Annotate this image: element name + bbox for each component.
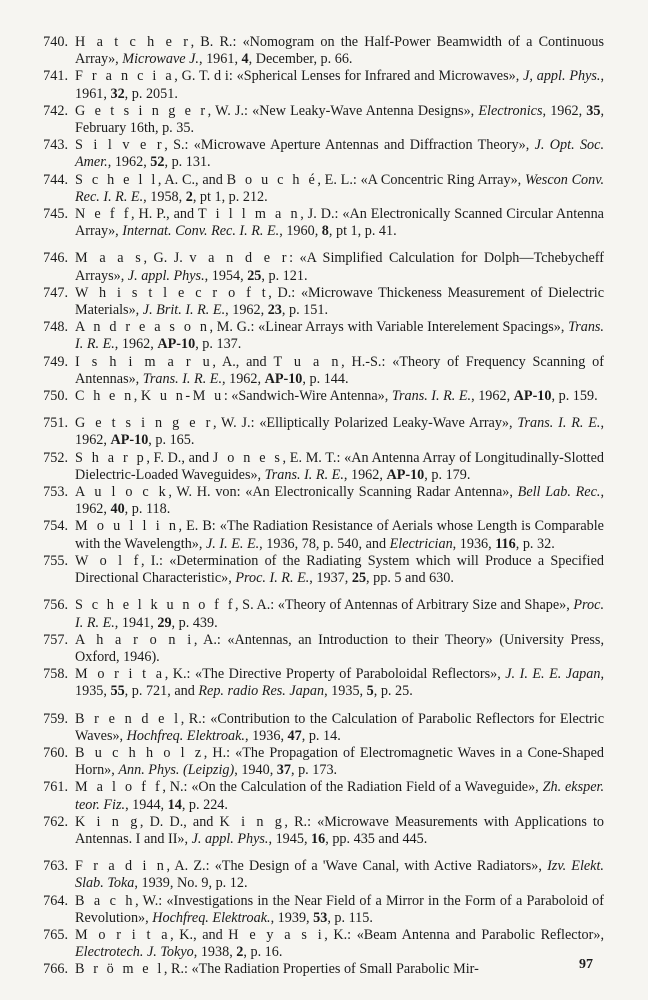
reference-text bbox=[75, 553, 604, 586]
reference-entry bbox=[34, 388, 604, 405]
author-name: K i n g bbox=[75, 813, 140, 830]
author-name: H e y a s i bbox=[228, 926, 325, 943]
volume-number: 16 bbox=[311, 830, 326, 847]
journal-title: Proc. I. R. E. bbox=[75, 597, 604, 631]
reference-segment: , N.: «On the Calculation of the Radiation Field of a Waveguide», bbox=[162, 779, 543, 796]
reference-segment: , p. 137. bbox=[195, 336, 242, 353]
reference-number: 762. bbox=[43, 813, 68, 830]
journal-title: Wescon Conv. Rec. I. R. E. bbox=[75, 171, 605, 205]
volume-number: 32 bbox=[110, 85, 125, 102]
reference-segment: , 1961, bbox=[198, 51, 242, 68]
journal-title: J. Brit. I. R. E. bbox=[142, 302, 226, 319]
author-name: J o n e s bbox=[212, 449, 283, 466]
reference-segment: , 1960, bbox=[279, 223, 322, 240]
journal-title: Trans. I. R. E. bbox=[517, 415, 601, 432]
reference-text bbox=[75, 484, 604, 517]
reference-segment: , J. D.: «An Electronically Scanned Circular Antenna Array», bbox=[75, 206, 604, 240]
reference-segment: , A. Z.: «The Design of a 'Wave Canal, with Active Radiators», bbox=[166, 858, 548, 875]
reference-segment: , R.: «Microwave Measurements with Applications to Antennas. I and II», bbox=[75, 813, 604, 847]
reference-segment: , H. P., and bbox=[131, 206, 199, 223]
reference-segment: , E. L.: «A Concentric Ring Array», bbox=[317, 171, 525, 188]
journal-title: Trans. I. R. E. bbox=[264, 466, 344, 483]
author-name: M o u l l i n bbox=[75, 518, 179, 535]
journal-title: Trans. I. R. E. bbox=[391, 388, 472, 405]
author-name: I s h i m a r u bbox=[75, 353, 213, 370]
author-name: K i n g bbox=[219, 813, 285, 830]
reference-segment: , 1935, bbox=[324, 683, 367, 700]
author-name: A u l o c k bbox=[75, 484, 169, 501]
reference-segment: , 1962, bbox=[225, 302, 268, 319]
author-name: B a c h bbox=[75, 892, 136, 909]
volume-number: 25 bbox=[351, 570, 367, 587]
reference-entry bbox=[34, 450, 604, 484]
journal-title: Bell Lab. Rec. bbox=[517, 484, 601, 501]
volume-number: 29 bbox=[157, 614, 172, 631]
reference-text bbox=[75, 745, 604, 778]
volume-number: 5 bbox=[366, 683, 374, 700]
reference-number: 765. bbox=[43, 926, 68, 943]
reference-segment: , 1958, bbox=[143, 188, 186, 205]
reference-segment: , 1962, bbox=[343, 466, 387, 483]
reference-entry bbox=[34, 553, 604, 587]
reference-number: 757. bbox=[43, 631, 68, 648]
reference-entry bbox=[34, 34, 604, 68]
reference-text bbox=[75, 858, 604, 891]
author-name: W h i s t l e c r o f t bbox=[75, 284, 269, 301]
reference-text bbox=[75, 666, 604, 699]
reference-number: 740. bbox=[43, 34, 68, 50]
reference-number: 741. bbox=[43, 68, 68, 85]
reference-entry bbox=[34, 711, 604, 745]
journal-title: Trans. I. R. E. bbox=[75, 319, 604, 353]
journal-title: Ann. Phys. (Leipzig) bbox=[118, 762, 235, 779]
reference-segment: , S. A.: «Theory of Antennas of Arbitrary Size and Shape», bbox=[235, 597, 574, 614]
author-name: A n d r e a s o n bbox=[75, 319, 210, 336]
reference-segment: , W. J.: «Elliptically Polarized Leaky-Wave Array», bbox=[212, 415, 518, 432]
reference-text bbox=[75, 450, 604, 483]
reference-segment: , 1936, 78, p. 540, and bbox=[259, 535, 390, 552]
reference-segment: , p. 32. bbox=[515, 535, 555, 552]
reference-text bbox=[75, 34, 604, 67]
reference-segment: , 1962, bbox=[114, 336, 158, 353]
author-name: K u n-M u bbox=[140, 388, 224, 405]
reference-text bbox=[75, 597, 604, 630]
journal-title: Electrotech. J. Tokyo bbox=[75, 944, 194, 961]
author-name: M a a s bbox=[75, 250, 144, 267]
reference-text bbox=[75, 415, 604, 448]
volume-number: 14 bbox=[167, 796, 182, 813]
reference-segment: , 1936, bbox=[244, 727, 288, 744]
reference-segment: , p. 165. bbox=[148, 432, 195, 449]
journal-title: J. Opt. Soc. Amer. bbox=[75, 137, 604, 171]
reference-text bbox=[75, 137, 604, 170]
author-name: T i l l m a n bbox=[198, 206, 301, 223]
reference-number: 748. bbox=[43, 319, 68, 336]
reference-segment: , F. D., and bbox=[146, 449, 213, 466]
reference-entry bbox=[34, 319, 604, 353]
reference-entry bbox=[34, 484, 604, 518]
author-name: M o r i t a bbox=[75, 666, 165, 683]
reference-text bbox=[75, 172, 604, 205]
reference-segment: , p. 115. bbox=[327, 909, 373, 926]
reference-segment: , 1936, bbox=[452, 535, 496, 552]
volume-number: 40 bbox=[110, 501, 125, 518]
reference-text bbox=[75, 711, 604, 744]
reference-entry bbox=[34, 927, 604, 961]
author-name: S i l v e r bbox=[75, 137, 165, 154]
reference-segment: , 1962, bbox=[222, 370, 265, 387]
journal-title: J. appl. Phys. bbox=[191, 830, 269, 847]
reference-entry bbox=[34, 137, 604, 171]
reference-number: 749. bbox=[43, 353, 68, 370]
reference-segment: , pt 1, p. 41. bbox=[328, 223, 397, 240]
reference-segment: , pt 1, p. 212. bbox=[192, 188, 268, 205]
reference-number: 753. bbox=[43, 484, 68, 501]
reference-segment: , G. T. d i: «Spherical Lenses for Infrared and Microwaves», bbox=[174, 68, 524, 85]
reference-segment: , 1939, bbox=[270, 909, 314, 926]
reference-number: 755. bbox=[43, 552, 68, 569]
reference-segment: , M. G.: «Linear Arrays with Variable Interelement Spacings», bbox=[209, 319, 569, 336]
reference-segment: , H.-S.: «Theory of Frequency Scanning of Antennas», bbox=[75, 353, 604, 387]
reference-text bbox=[75, 68, 604, 101]
author-name: B o u c h é bbox=[226, 171, 318, 188]
reference-segment: , 1938, bbox=[193, 944, 237, 961]
reference-text bbox=[75, 893, 604, 926]
reference-segment: , 1940, bbox=[234, 762, 277, 779]
author-name: S c h e l l bbox=[75, 171, 158, 188]
reference-entry bbox=[34, 632, 604, 666]
journal-title: Izv. Elekt. Slab. Toka bbox=[75, 858, 604, 892]
reference-segment: , 1944, bbox=[125, 796, 168, 813]
reference-segment: , p. 121. bbox=[261, 267, 308, 284]
volume-number: 4 bbox=[241, 51, 249, 68]
volume-number: AP-10 bbox=[157, 336, 196, 353]
reference-text bbox=[75, 632, 604, 665]
reference-entry bbox=[34, 597, 604, 631]
author-name: N e f f bbox=[75, 206, 132, 223]
reference-segment: , February 16th, p. 35. bbox=[75, 102, 605, 137]
volume-number: AP-10 bbox=[513, 388, 552, 405]
reference-number: 747. bbox=[43, 284, 68, 301]
volume-number: 116 bbox=[495, 535, 516, 552]
reference-segment: , pp. 5 and 630. bbox=[366, 570, 454, 587]
reference-segment: , B. R.: «Nomogram on the Half-Power Beamwidth of a Continuous Array», bbox=[75, 34, 604, 68]
reference-segment: , p. 179. bbox=[424, 466, 471, 483]
reference-segment: , 1961, bbox=[75, 68, 605, 102]
reference-segment: , E. B: «The Radiation Resistance of Aerials whose Length is Comparable with the Wavelength», bbox=[75, 518, 604, 552]
reference-entry bbox=[34, 354, 604, 388]
journal-title: Electrician bbox=[389, 535, 453, 552]
reference-list bbox=[34, 34, 604, 979]
volume-number: AP-10 bbox=[264, 370, 303, 387]
reference-segment: , I.: «Determination of the Radiating System which will Produce a Specified Directional Characteristic», bbox=[75, 552, 604, 587]
author-name: G e t s i n g e r bbox=[75, 415, 213, 432]
volume-number: 23 bbox=[267, 302, 282, 319]
reference-segment: , p. 144. bbox=[302, 370, 349, 387]
reference-number: 752. bbox=[43, 449, 68, 466]
journal-title: J. I. E. E. Japan bbox=[505, 666, 601, 683]
reference-segment: , p. 151. bbox=[281, 302, 328, 319]
volume-number: 37 bbox=[276, 762, 291, 779]
journal-title: Internat. Conv. Rec. I. R. E. bbox=[122, 223, 280, 240]
reference-segment: , D.: «Microwave Thickeness Measurement of Dielectric Materials», bbox=[75, 284, 605, 319]
author-name: C h e n bbox=[75, 388, 134, 405]
reference-segment: , p. 159. bbox=[551, 388, 598, 405]
reference-number: 742. bbox=[43, 102, 68, 119]
reference-entry bbox=[34, 893, 604, 927]
reference-segment: , bbox=[133, 388, 141, 405]
reference-segment: , p. 439. bbox=[171, 614, 218, 631]
journal-title: Electronics bbox=[478, 102, 543, 119]
reference-segment: , K., and bbox=[170, 926, 229, 943]
reference-number: 760. bbox=[43, 744, 68, 761]
reference-segment: , 1954, bbox=[204, 267, 248, 284]
reference-entry bbox=[34, 961, 604, 978]
reference-segment: , 1962, bbox=[471, 388, 514, 405]
reference-entry bbox=[34, 172, 604, 206]
reference-number: 754. bbox=[43, 518, 68, 535]
reference-segment: , 1962, bbox=[107, 154, 151, 171]
reference-segment: , 1962, bbox=[542, 102, 587, 119]
reference-segment: , p. 2051. bbox=[124, 85, 178, 102]
journal-title: Trans. I. R. E. bbox=[142, 370, 223, 387]
reference-segment: , pp. 435 and 445. bbox=[325, 830, 428, 847]
reference-segment: , 1962, bbox=[75, 484, 604, 518]
author-name: H a t c h e r bbox=[75, 34, 191, 50]
author-name: B u c h h o l z bbox=[75, 744, 204, 761]
author-name: T u a n bbox=[273, 353, 342, 370]
reference-entry bbox=[34, 745, 604, 779]
reference-segment: , S.: «Microwave Aperture Antennas and Diffraction Theory», bbox=[164, 137, 535, 154]
reference-text bbox=[75, 354, 604, 387]
reference-entry bbox=[34, 206, 604, 240]
reference-segment: , A.: «Antennas, an Introduction to their Theory» (University Press, Oxford, 1946). bbox=[75, 631, 604, 665]
volume-number: 53 bbox=[313, 909, 328, 926]
reference-number: 763. bbox=[43, 858, 68, 875]
reference-entry bbox=[34, 518, 604, 552]
reference-number: 751. bbox=[43, 415, 68, 432]
reference-text bbox=[75, 285, 604, 318]
author-name: M a l o f f bbox=[75, 779, 163, 796]
journal-title: Proc. I. R. E. bbox=[235, 570, 310, 587]
reference-entry bbox=[34, 285, 604, 319]
reference-segment: , p. 14. bbox=[301, 727, 341, 744]
reference-segment: , 1941, bbox=[114, 614, 158, 631]
reference-segment: , p. 131. bbox=[164, 154, 211, 171]
author-name: v a n d e r bbox=[189, 250, 290, 267]
reference-entry bbox=[34, 250, 604, 284]
reference-entry bbox=[34, 415, 604, 449]
volume-number: 47 bbox=[287, 727, 302, 744]
volume-number: 2 bbox=[185, 188, 193, 205]
reference-segment: , 1962, bbox=[75, 415, 605, 449]
reference-segment: , W.: «Investigations in the Near Field of a Mirror in the Form of a Paraboloid of Revolution», bbox=[75, 892, 605, 926]
reference-text bbox=[75, 814, 604, 847]
volume-number: AP-10 bbox=[110, 432, 149, 449]
volume-number: AP-10 bbox=[386, 466, 425, 483]
reference-entry bbox=[34, 68, 604, 102]
reference-segment: , K.: «The Directive Property of Paraboloidal Reflectors», bbox=[164, 666, 506, 683]
reference-text bbox=[75, 103, 604, 136]
reference-segment: , December, p. 66. bbox=[248, 51, 353, 68]
reference-segment: , R.: «The Radiation Properties of Small Parabolic Mir- bbox=[163, 961, 479, 978]
journal-title: Hochfreq. Elektroak. bbox=[152, 909, 271, 926]
reference-text bbox=[75, 388, 598, 404]
volume-number: 52 bbox=[150, 154, 165, 171]
reference-number: 746. bbox=[43, 250, 68, 267]
reference-segment: , E. M. T.: «An Antenna Array of Longitudinally-Slotted Dielectric-Loaded Waveguides», bbox=[75, 449, 604, 483]
reference-segment: , p. 118. bbox=[124, 501, 171, 518]
journal-title: Microwave J. bbox=[122, 51, 199, 68]
reference-entry bbox=[34, 666, 604, 700]
reference-number: 758. bbox=[43, 666, 68, 683]
reference-number: 756. bbox=[43, 597, 68, 614]
reference-segment: , D. D., and bbox=[139, 813, 220, 830]
reference-number: 759. bbox=[43, 710, 68, 727]
reference-text bbox=[75, 250, 604, 283]
reference-segment: , W. H. von: «An Electronically Scanning Radar Antenna», bbox=[168, 484, 518, 501]
author-name: M o r i t a bbox=[75, 926, 171, 943]
journal-title: J. appl. Phys. bbox=[127, 267, 205, 284]
author-name: G e t s i n g e r bbox=[75, 102, 208, 119]
reference-segment: , K.: «Beam Antenna and Parabolic Reflector», bbox=[324, 926, 604, 943]
author-name: F r a n c i a bbox=[75, 68, 175, 85]
reference-segment: : «Sandwich-Wire Antenna», bbox=[223, 388, 392, 405]
author-name: B r e n d e l bbox=[75, 710, 181, 727]
reference-segment: , 1939, No. 9, p. 12. bbox=[134, 875, 248, 892]
journal-title: J, appl. Phys. bbox=[523, 68, 601, 85]
reference-entry bbox=[34, 858, 604, 892]
reference-text bbox=[75, 206, 604, 239]
volume-number: 8 bbox=[321, 223, 329, 240]
author-name: S c h e l k u n o f f bbox=[75, 597, 236, 614]
reference-segment: , 1937, bbox=[309, 570, 352, 587]
reference-number: 745. bbox=[43, 206, 68, 223]
reference-segment: , A., and bbox=[212, 353, 274, 370]
reference-segment: : «A Simplified Calculation for Dolph—Tchebycheff Arrays», bbox=[75, 250, 604, 284]
reference-segment: , H.: «The Propagation of Electromagnetic Waves in a Cone-Shaped Horn», bbox=[75, 744, 605, 779]
volume-number: 55 bbox=[110, 683, 125, 700]
reference-text bbox=[75, 779, 604, 812]
journal-title: Hochfreq. Elektroak. bbox=[126, 727, 245, 744]
author-name: A h a r o n i bbox=[75, 631, 194, 648]
journal-title: Rep. radio Res. Japan bbox=[198, 683, 325, 700]
reference-segment: , A. C., and bbox=[157, 171, 227, 188]
reference-number: 743. bbox=[43, 137, 68, 154]
volume-number: 2 bbox=[236, 944, 244, 961]
reference-text bbox=[75, 961, 479, 977]
page-number: 97 bbox=[579, 957, 593, 972]
reference-segment: , W. J.: «New Leaky-Wave Antenna Designs», bbox=[207, 102, 479, 119]
reference-entry bbox=[34, 103, 604, 137]
reference-segment: , 1945, bbox=[268, 830, 312, 847]
reference-segment: , p. 721, and bbox=[124, 683, 199, 700]
reference-entry bbox=[34, 779, 604, 813]
author-name: S h a r p bbox=[75, 449, 147, 466]
reference-number: 744. bbox=[43, 171, 68, 188]
reference-entry bbox=[34, 814, 604, 848]
reference-number: 750. bbox=[43, 388, 68, 405]
reference-segment: , p. 224. bbox=[181, 796, 228, 813]
journal-title: Zh. eksper. teor. Fiz. bbox=[75, 779, 604, 813]
volume-number: 25 bbox=[247, 267, 262, 284]
reference-number: 761. bbox=[43, 779, 68, 796]
author-name: W o l f bbox=[75, 552, 141, 569]
reference-text bbox=[75, 319, 604, 352]
author-name: F r a d i n bbox=[75, 858, 167, 875]
volume-number: 35 bbox=[586, 102, 601, 119]
reference-segment: , p. 16. bbox=[243, 944, 283, 961]
reference-text bbox=[75, 518, 604, 551]
reference-segment: , p. 173. bbox=[290, 762, 338, 779]
reference-number: 764. bbox=[43, 892, 68, 909]
reference-text bbox=[75, 927, 604, 960]
reference-segment: , p. 25. bbox=[373, 683, 413, 700]
author-name: B r ö m e l bbox=[75, 961, 164, 978]
journal-title: J. I. E. E. bbox=[205, 535, 260, 552]
reference-segment: , R.: «Contribution to the Calculation of Parabolic Reflectors for Electric Waves», bbox=[75, 710, 604, 744]
reference-number: 766. bbox=[43, 961, 68, 978]
reference-segment: , 1935, bbox=[75, 666, 605, 700]
reference-segment: , G. J. bbox=[143, 250, 190, 267]
